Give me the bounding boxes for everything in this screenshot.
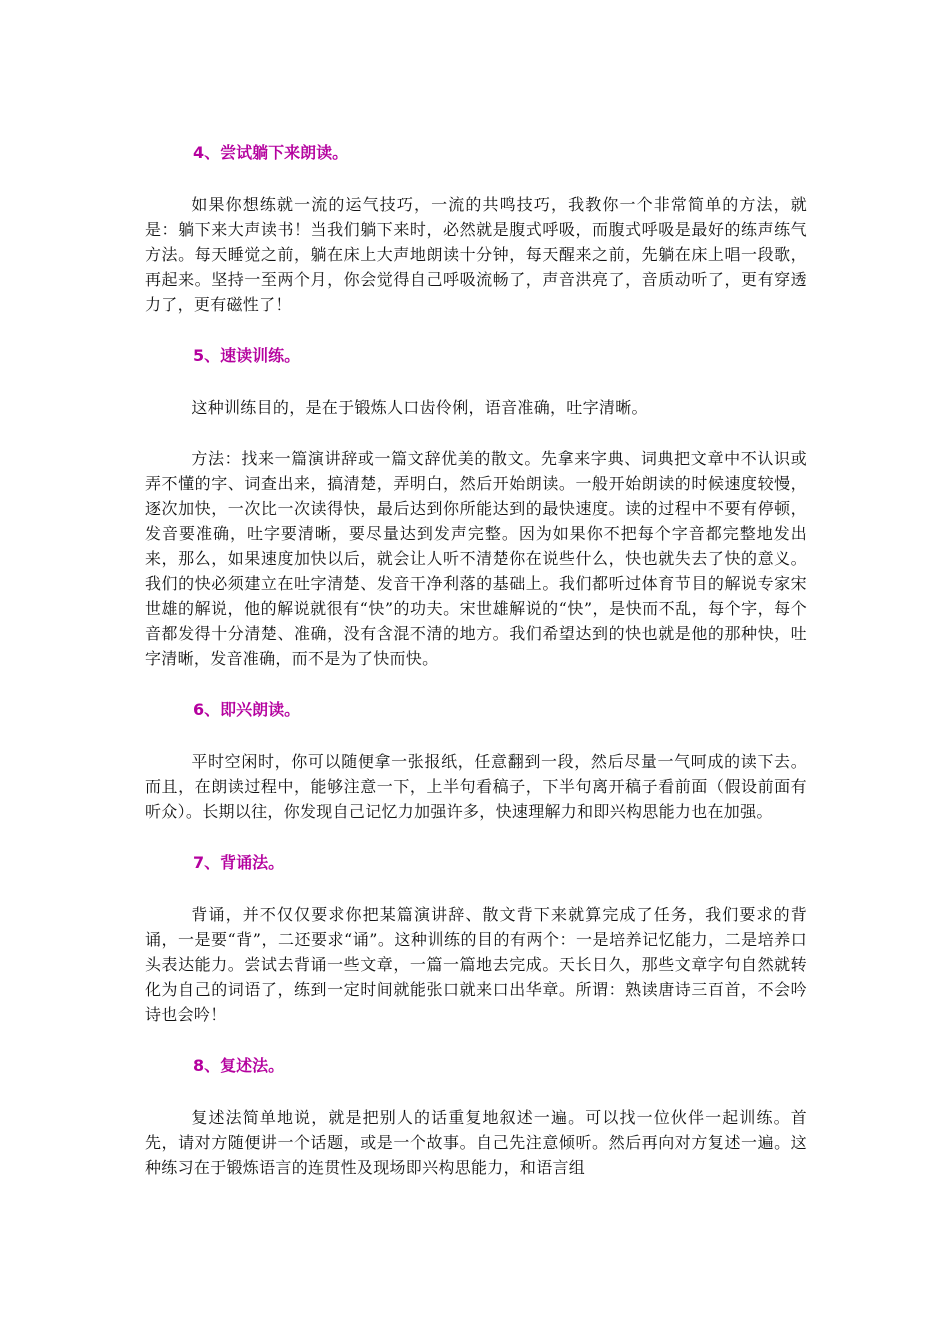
section-heading-4: 4、尝试躺下来朗读。 [193,143,349,162]
section-heading-7: 7、背诵法。 [193,853,285,872]
section-heading-5: 5、速读训练。 [193,346,301,365]
section-4-paragraph-1: 如果你想练就一流的运气技巧，一流的共鸣技巧，我教你一个非常简单的方法，就是：躺下来大声读书！当我们躺下来时，必然就是腹式呼吸，而腹式呼吸是最好的练声练气方法。每天睡觉之前，躺在床上大声地朗读十分钟，每天醒来之前，先躺在床上唱一段歌，再起来。坚持一至两个月，你会觉得自己呼吸流畅了，声音洪亮了，音质动听了，更有穿透力了，更有磁性了！ [145,195,807,314]
section-heading-6: 6、即兴朗读。 [193,700,301,719]
section-5-paragraph-1: 这种训练目的，是在于锻炼人口齿伶俐，语音准确，吐字清晰。 [191,398,648,417]
section-7-paragraph-1: 背诵，并不仅仅要求你把某篇演讲辞、散文背下来就算完成了任务，我们要求的背诵，一是要“背”，二还要求“诵”。这种训练的目的有两个：一是培养记忆能力，二是培养口头表达能力。尝试去背诵一些文章，一篇一篇地去完成。天长日久，那些文章字句自然就转化为自己的词语了，练到一定时间就能张口就来口出华章。所谓：熟读唐诗三百首，不会吟诗也会吟！ [145,905,807,1024]
section-8-paragraph-1: 复述法简单地说，就是把别人的话重复地叙述一遍。可以找一位伙伴一起训练。首先，请对方随便讲一个话题，或是一个故事。自己先注意倾听。然后再向对方复述一遍。这种练习在于锻炼语言的连贯性及现场即兴构思能力，和语言组 [145,1108,807,1177]
document-body [145,140,807,1180]
section-5-paragraph-2: 方法：找来一篇演讲辞或一篇文辞优美的散文。先拿来字典、词典把文章中不认识或弄不懂的字、词查出来，搞清楚，弄明白，然后开始朗读。一般开始朗读的时候速度较慢，逐次加快，一次比一次读得快，最后达到你所能达到的最快速度。读的过程中不要有停顿，发音要准确，吐字要清晰，要尽量达到发声完整。因为如果你不把每个字音都完整地发出来，那么，如果速度加快以后，就会让人听不清楚你在说些什么，快也就失去了快的意义。我们的快必须建立在吐字清楚、发音干净利落的基础上。我们都听过体育节目的解说专家宋世雄的解说，他的解说就很有“快”的功夫。宋世雄解说的“快”，是快而不乱，每个字，每个音都发得十分清楚、准确，没有含混不清的地方。我们希望达到的快也就是他的那种快，吐字清晰，发音准确，而不是为了快而快。 [145,449,807,668]
section-6-paragraph-1: 平时空闲时，你可以随便拿一张报纸，任意翻到一段，然后尽量一气呵成的读下去。而且，在朗读过程中，能够注意一下，上半句看稿子，下半句离开稿子看前面（假设前面有听众）。长期以往，你发现自己记忆力加强许多，快速理解力和即兴构思能力也在加强。 [145,752,807,821]
section-heading-8: 8、复述法。 [193,1056,285,1075]
